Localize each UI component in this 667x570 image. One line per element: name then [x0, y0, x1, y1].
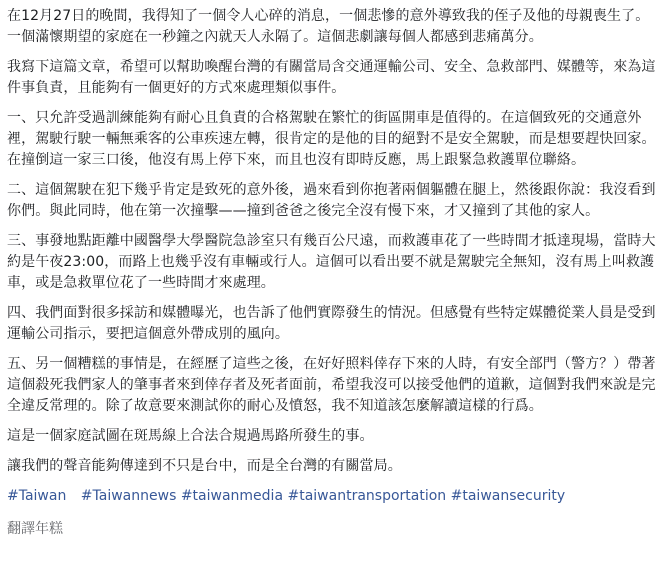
hashtag-link[interactable]: #Taiwan [7, 488, 67, 504]
post-paragraph-2: 我寫下這篇文章，希望可以幫助喚醒台灣的有關當局含交通運輸公司、安全、急救部門、媒體等，來為這件事負責，且能夠有一個更好的方式來處理類似事件。 [7, 59, 656, 96]
post-paragraph-9: 讓我們的聲音能夠傳達到不只是台中，而是全台灣的有關當局。 [7, 458, 402, 474]
hashtag-link[interactable]: #Taiwannews [80, 488, 177, 504]
post-paragraph-7: 五、另一個糟糕的事情是，在經歷了這些之後，在好好照料倖存下來的人時，有安全部門（警方？）帶著這個殺死我們家人的肇事者來到倖存者及死者面前，希望我沒可以接受他們的道歉，這個對我們來說是完全違反常理的。除了故意要來測試你的耐心及憤怒，我不知道該怎麼解讀這樣的行爲。 [7, 356, 656, 414]
post-paragraph-1: 在12月27日的晚間，我得知了一個令人心碎的消息，一個悲慘的意外導致我的侄子及他的母親喪生了。一個滿懷期望的家庭在一秒鐘之內就天人永隔了。這個悲劇讓每個人都感到悲痛萬分。 [7, 8, 650, 45]
post-paragraph-5: 三、事發地點距離中國醫學大學醫院急診室只有幾百公尺遠，而救護車花了一些時間才抵達現場，當時大約是午夜23:00，而路上也幾乎沒有車輛或行人。這個可以看出要不就是駕駛完全無知，沒有馬上叫救護車，或是急救單位花了一些時間才來處理。 [7, 233, 656, 291]
post-paragraph-6: 四、我們面對很多採訪和媒體曝光，也告訴了他們實際發生的情況。但感覺有些特定媒體從業人員是受到運輸公司指示，要把這個意外帶成別的風向。 [7, 305, 656, 342]
post-paragraph-3: 一、只允許受過訓練能夠有耐心且負責的合格駕駛在繁忙的街區開車是值得的。在這個致死的交通意外裡，駕駛行駛一輛無乘客的公車疾速左轉，很肯定的是他的目的絕對不是安全駕駛，而是想要趕快回家。在撞倒這一家三口後，他沒有馬上停下來，而且也沒有即時反應，馬上跟緊急救護單位聯絡。 [7, 110, 656, 168]
hashtag-list [7, 486, 661, 507]
hashtag-link[interactable]: #taiwanmedia [180, 488, 284, 504]
hashtag-link[interactable]: #taiwantransportation [287, 488, 447, 504]
post-paragraph-4: 二、這個駕駛在犯下幾乎肯定是致死的意外後，過來看到你抱著兩個軀體在腿上，然後跟你說：我沒看到你們。與此同時，他在第一次撞擊——撞到爸爸之後完全沒有慢下來，才又撞到了其他的家人。 [7, 182, 656, 219]
translation-credit[interactable]: 翻譯年糕 [7, 521, 63, 537]
post-paragraph-8: 這是一個家庭試圖在斑馬線上合法合規過馬路所發生的事。 [7, 428, 374, 444]
hashtag-link[interactable]: #taiwansecurity [450, 488, 566, 504]
